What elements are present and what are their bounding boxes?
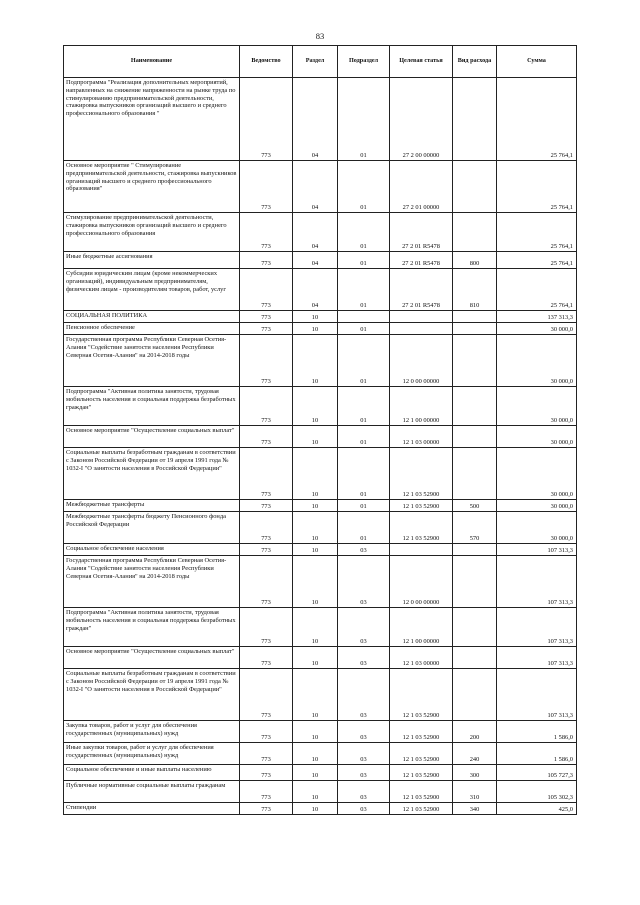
cell-podrazdel: 03: [338, 647, 390, 669]
table-row: [64, 426, 577, 448]
cell-podrazdel: 01: [338, 426, 390, 448]
cell-razdel: 10: [293, 721, 338, 743]
cell-sum: 30 000,0: [497, 500, 577, 512]
cell-podrazdel: 03: [338, 743, 390, 765]
cell-vr: 500: [453, 500, 497, 512]
cell-csr: 27 2 01 00000: [390, 161, 453, 213]
cell-csr: 12 1 03 52900: [390, 765, 453, 781]
header-vr: Вид расхода: [453, 46, 497, 78]
table-row: [64, 669, 577, 721]
cell-podrazdel: 01: [338, 252, 390, 269]
cell-name: Субсидии юридическим лицам (кроме некоммерческих организаций), индивидуальным предпринимателям, физическим лицам - производителям товаров, работ, услуг: [64, 269, 240, 311]
cell-sum: 25 764,1: [497, 161, 577, 213]
cell-ved: 773: [240, 252, 293, 269]
cell-name: Социальные выплаты безработным гражданам в соответствии с Законом Российской Федерации от 19 апреля 1991 года № 1032-I "О занятости населения в Российской Федерации": [64, 448, 240, 500]
cell-vr: [453, 669, 497, 721]
cell-sum: 105 727,3: [497, 765, 577, 781]
header-name: Наименование: [64, 46, 240, 78]
cell-podrazdel: 03: [338, 669, 390, 721]
cell-razdel: 10: [293, 387, 338, 426]
cell-sum: 107 313,3: [497, 544, 577, 556]
table-row: [64, 78, 577, 161]
cell-vr: [453, 213, 497, 252]
cell-csr: 27 2 01 R5478: [390, 213, 453, 252]
cell-csr: 12 1 03 52900: [390, 781, 453, 803]
cell-sum: 107 313,3: [497, 556, 577, 608]
cell-podrazdel: 03: [338, 781, 390, 803]
cell-name: Подпрограмма "Активная политика занятости, трудовая мобильность населения и социальная поддержка безработных граждан": [64, 387, 240, 426]
page-number: 83: [315, 31, 325, 41]
cell-sum: 30 000,0: [497, 335, 577, 387]
table-row: [64, 269, 577, 311]
cell-ved: 773: [240, 500, 293, 512]
cell-podrazdel: 01: [338, 213, 390, 252]
cell-name: Пенсионное обеспечение: [64, 323, 240, 335]
table-row: [64, 743, 577, 765]
cell-razdel: 10: [293, 608, 338, 647]
cell-name: Иные бюджетные ассигнования: [64, 252, 240, 269]
cell-vr: [453, 448, 497, 500]
header-row: [64, 46, 577, 78]
cell-name: Государственная программа Республики Северная Осетия-Алания "Содействие занятости населения Республики Северная Осетия-Алания" на 2014-2018 годы: [64, 556, 240, 608]
cell-vr: [453, 161, 497, 213]
cell-sum: 25 764,1: [497, 252, 577, 269]
cell-ved: 773: [240, 512, 293, 544]
cell-name: Закупка товаров, работ и услуг для обеспечения государственных (муниципальных) нужд: [64, 721, 240, 743]
cell-ved: 773: [240, 78, 293, 161]
cell-sum: 30 000,0: [497, 323, 577, 335]
cell-podrazdel: 01: [338, 323, 390, 335]
cell-vr: 200: [453, 721, 497, 743]
table-row: [64, 721, 577, 743]
cell-name: Основное мероприятие " Стимулирование предпринимательской деятельности, стажировка выпускников организаций высшего и среднего профессионального образования": [64, 161, 240, 213]
cell-razdel: 10: [293, 765, 338, 781]
cell-ved: 773: [240, 803, 293, 815]
cell-sum: 107 313,3: [497, 669, 577, 721]
cell-name: Социальное обеспечение населения: [64, 544, 240, 556]
cell-vr: [453, 426, 497, 448]
table-row: [64, 647, 577, 669]
cell-razdel: 04: [293, 269, 338, 311]
cell-name: Стимулирование предпринимательской деятельности, стажировка выпускников организаций высшего и среднего профессионального образования: [64, 213, 240, 252]
table-row: [64, 512, 577, 544]
cell-ved: 773: [240, 426, 293, 448]
cell-podrazdel: 01: [338, 78, 390, 161]
cell-csr: [390, 544, 453, 556]
cell-name: Межбюджетные трансферты: [64, 500, 240, 512]
cell-sum: 30 000,0: [497, 387, 577, 426]
cell-csr: 27 2 01 R5478: [390, 252, 453, 269]
cell-name: Подпрограмма "Активная политика занятости, трудовая мобильность населения и социальная поддержка безработных граждан": [64, 608, 240, 647]
budget-table: [63, 45, 577, 815]
cell-ved: 773: [240, 647, 293, 669]
cell-podrazdel: 03: [338, 803, 390, 815]
cell-podrazdel: [338, 311, 390, 323]
cell-podrazdel: 03: [338, 544, 390, 556]
cell-csr: 12 1 03 52900: [390, 448, 453, 500]
cell-razdel: 10: [293, 556, 338, 608]
cell-name: Социальные выплаты безработным гражданам в соответствии с Законом Российской Федерации от 19 апреля 1991 года № 1032-I "О занятости населения в Российской Федерации": [64, 669, 240, 721]
cell-ved: 773: [240, 743, 293, 765]
table-row: [64, 213, 577, 252]
table-row: [64, 323, 577, 335]
header-sum: Сумма: [497, 46, 577, 78]
cell-razdel: 10: [293, 647, 338, 669]
cell-vr: [453, 544, 497, 556]
cell-razdel: 10: [293, 448, 338, 500]
cell-vr: 810: [453, 269, 497, 311]
cell-sum: 1 586,0: [497, 743, 577, 765]
cell-csr: 12 1 03 00000: [390, 426, 453, 448]
cell-razdel: 10: [293, 803, 338, 815]
cell-podrazdel: 03: [338, 765, 390, 781]
cell-ved: 773: [240, 323, 293, 335]
header-csr: Целевая статья: [390, 46, 453, 78]
cell-razdel: 04: [293, 252, 338, 269]
cell-razdel: 04: [293, 78, 338, 161]
cell-vr: 570: [453, 512, 497, 544]
cell-sum: 25 764,1: [497, 78, 577, 161]
table-row: [64, 556, 577, 608]
cell-razdel: 10: [293, 500, 338, 512]
cell-vr: [453, 608, 497, 647]
cell-vr: 800: [453, 252, 497, 269]
cell-name: Межбюджетные трансферты бюджету Пенсионного фонда Российской Федерации: [64, 512, 240, 544]
cell-ved: 773: [240, 387, 293, 426]
cell-vr: 340: [453, 803, 497, 815]
cell-ved: 773: [240, 669, 293, 721]
cell-razdel: 10: [293, 311, 338, 323]
header-razdel: Раздел: [293, 46, 338, 78]
cell-sum: 107 313,3: [497, 608, 577, 647]
table-row: [64, 448, 577, 500]
cell-podrazdel: 01: [338, 387, 390, 426]
cell-ved: 773: [240, 556, 293, 608]
cell-name: Основное мероприятие "Осуществление социальных выплат": [64, 426, 240, 448]
cell-csr: 12 0 00 00000: [390, 335, 453, 387]
cell-razdel: 04: [293, 213, 338, 252]
cell-name: Стипендии: [64, 803, 240, 815]
cell-name: Основное мероприятие "Осуществление социальных выплат": [64, 647, 240, 669]
cell-ved: 773: [240, 213, 293, 252]
table-row: [64, 608, 577, 647]
cell-razdel: 10: [293, 335, 338, 387]
cell-csr: 12 1 03 52900: [390, 803, 453, 815]
cell-sum: 30 000,0: [497, 426, 577, 448]
cell-csr: 12 0 00 00000: [390, 556, 453, 608]
cell-ved: 773: [240, 448, 293, 500]
table-row: [64, 387, 577, 426]
header-podrazdel: Подраздел: [338, 46, 390, 78]
cell-podrazdel: 01: [338, 448, 390, 500]
cell-vr: [453, 647, 497, 669]
cell-vr: [453, 335, 497, 387]
cell-razdel: 10: [293, 323, 338, 335]
cell-ved: 773: [240, 608, 293, 647]
cell-vr: 240: [453, 743, 497, 765]
cell-csr: 12 1 03 00000: [390, 647, 453, 669]
cell-vr: [453, 387, 497, 426]
cell-sum: 107 313,3: [497, 647, 577, 669]
cell-csr: [390, 323, 453, 335]
cell-csr: 12 1 03 52900: [390, 669, 453, 721]
cell-razdel: 04: [293, 161, 338, 213]
cell-ved: 773: [240, 544, 293, 556]
cell-razdel: 10: [293, 512, 338, 544]
cell-vr: [453, 556, 497, 608]
cell-csr: 12 1 03 52900: [390, 500, 453, 512]
cell-razdel: 10: [293, 743, 338, 765]
table-row: [64, 781, 577, 803]
cell-csr: [390, 311, 453, 323]
table-body: [64, 78, 577, 815]
cell-sum: 30 000,0: [497, 512, 577, 544]
cell-csr: 12 1 03 52900: [390, 721, 453, 743]
table-row: [64, 335, 577, 387]
cell-name: Публичные нормативные социальные выплаты гражданам: [64, 781, 240, 803]
cell-podrazdel: 03: [338, 608, 390, 647]
cell-podrazdel: 01: [338, 500, 390, 512]
cell-ved: 773: [240, 269, 293, 311]
cell-ved: 773: [240, 311, 293, 323]
cell-ved: 773: [240, 335, 293, 387]
cell-vr: 310: [453, 781, 497, 803]
cell-podrazdel: 03: [338, 556, 390, 608]
cell-csr: 27 2 00 00000: [390, 78, 453, 161]
table-row: [64, 500, 577, 512]
cell-vr: 300: [453, 765, 497, 781]
table-row: [64, 544, 577, 556]
cell-csr: 12 1 03 52900: [390, 743, 453, 765]
cell-name: Социальное обеспечение и иные выплаты населению: [64, 765, 240, 781]
cell-ved: 773: [240, 781, 293, 803]
cell-sum: 1 586,0: [497, 721, 577, 743]
cell-podrazdel: 01: [338, 512, 390, 544]
cell-name: Подпрограмма "Реализация дополнительных мероприятий, направленных на снижение напряженности на рынке труда по стимулированию предпринимательской деятельности, стажировка выпускников организаций высшего и среднего профессионального образования ": [64, 78, 240, 161]
table-row: [64, 803, 577, 815]
table-row: [64, 161, 577, 213]
cell-razdel: 10: [293, 544, 338, 556]
cell-razdel: 10: [293, 781, 338, 803]
cell-sum: 30 000,0: [497, 448, 577, 500]
cell-sum: 25 764,1: [497, 213, 577, 252]
table-row: [64, 252, 577, 269]
cell-podrazdel: 01: [338, 269, 390, 311]
cell-podrazdel: 01: [338, 335, 390, 387]
cell-razdel: 10: [293, 426, 338, 448]
cell-podrazdel: 01: [338, 161, 390, 213]
cell-vr: [453, 311, 497, 323]
cell-ved: 773: [240, 721, 293, 743]
cell-podrazdel: 03: [338, 721, 390, 743]
cell-razdel: 10: [293, 669, 338, 721]
table-row: [64, 765, 577, 781]
cell-csr: 12 1 03 52900: [390, 512, 453, 544]
table-row: [64, 311, 577, 323]
cell-name: Иные закупки товаров, работ и услуг для обеспечения государственных (муниципальных) нужд: [64, 743, 240, 765]
cell-vr: [453, 78, 497, 161]
cell-csr: 27 2 01 R5478: [390, 269, 453, 311]
cell-vr: [453, 323, 497, 335]
header-ved: Ведомство: [240, 46, 293, 78]
cell-ved: 773: [240, 765, 293, 781]
cell-csr: 12 1 00 00000: [390, 387, 453, 426]
cell-sum: 25 764,1: [497, 269, 577, 311]
cell-sum: 105 302,3: [497, 781, 577, 803]
cell-sum: 425,0: [497, 803, 577, 815]
cell-ved: 773: [240, 161, 293, 213]
cell-name: Государственная программа Республики Северная Осетия-Алания "Содействие занятости населения Республики Северная Осетия-Алания" на 2014-2018 годы: [64, 335, 240, 387]
cell-sum: 137 313,3: [497, 311, 577, 323]
cell-csr: 12 1 00 00000: [390, 608, 453, 647]
cell-name: СОЦИАЛЬНАЯ ПОЛИТИКА: [64, 311, 240, 323]
